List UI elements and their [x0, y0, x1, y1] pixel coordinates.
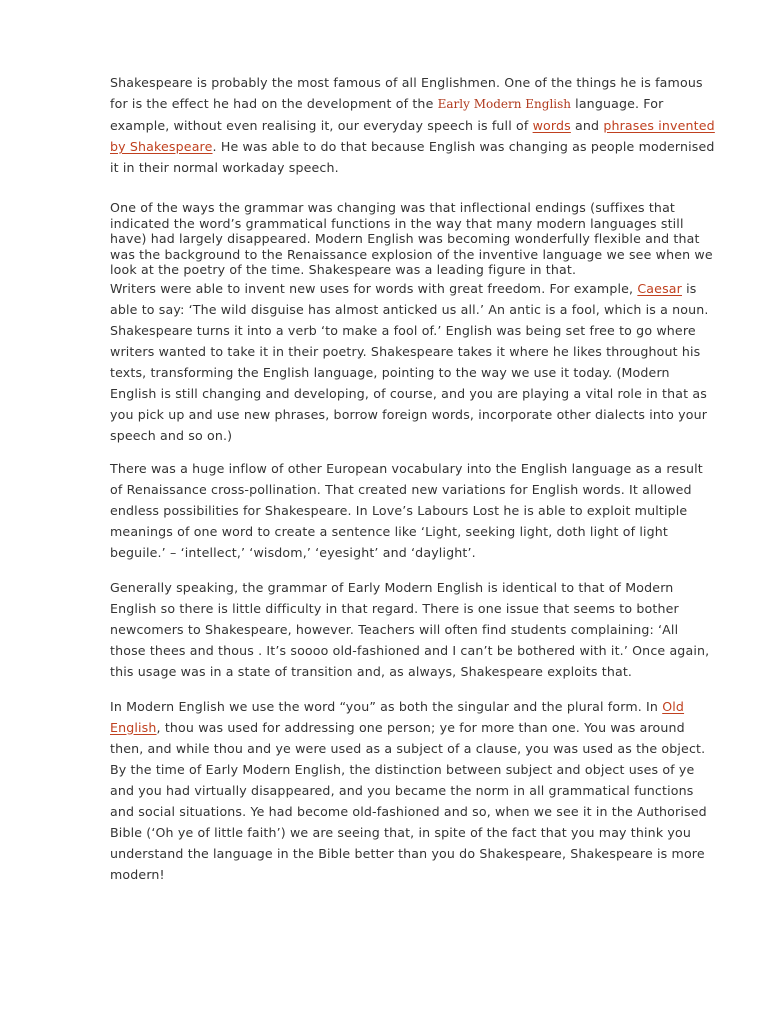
paragraph-text: language. For example, without even realising it, our everyday speech is full of [110, 96, 664, 133]
paragraph-thees-and-thous [110, 577, 715, 682]
paragraph-text: . He was able to do that because English was changing as people modernised it in their normal workaday speech. [110, 139, 715, 175]
term-early-modern-english: Early Modern English [437, 97, 572, 111]
paragraph-intro [110, 72, 715, 178]
paragraph-vocabulary [110, 458, 715, 563]
paragraph-text: In Modern English we use the word “you” as both the singular and the plural form. In [110, 698, 663, 714]
paragraph-text: There was a huge inflow of other European vocabulary into the English language as a result of Renaissance cross-pollination. That created new variations for English words. It allowed endless possibilities for Shakespeare. In Love’s Labours Lost he is able to exploit multiple meanings of one word to create a sentence like ‘Light, seeking light, doth light of light beguile.’ – ‘intellect,’ ‘wisdom,’ ‘eyesight’ and ‘daylight’. [110, 460, 703, 560]
link-words[interactable]: words [532, 118, 571, 133]
paragraph-text: is able to say: ‘The wild disguise has almost anticked us all.’ An antic is a fool, which is a noun. Shakespeare turns it into a verb ‘to make a fool of.’ English was being set free to go where writers wanted to take it in their poetry. Shakespeare takes it where he likes throughout his texts, transforming the English language, pointing to the way we use it today. (Modern English is still changing and developing, of course, and you are playing a vital role in that as you pick up and use new phrases, borrow foreign words, incorporate other dialects into your speech and so on.) [110, 280, 709, 443]
document-body [110, 72, 715, 885]
paragraph-text-compact: One of the ways the grammar was changing was that inflectional endings (suffixes that indicated the word’s grammatical functions in the way that many modern languages still have) had largely disappeared. Modern English was becoming wonderfully flexible and that was the background to the Renaissance explosion of the inventive language we see when we look at the poetry of the time. Shakespeare was a leading figure in that. [110, 200, 713, 277]
paragraph-grammar [110, 200, 715, 446]
link-phrases-invented-by-shakespeare[interactable]: phrases invented by Shakespeare [110, 118, 715, 154]
paragraph-text: and [570, 118, 604, 133]
paragraph-text: Writers were able to invent new uses for words with great freedom. For example, [110, 280, 638, 296]
paragraph-text: , thou was used for addressing one person; ye for more than one. You was around then, and while thou and ye were used as a subject of a clause, you was used as the object. By the time of Early Modern English, the distinction between subject and object uses of ye and you had virtually disappeared, and you became the norm in all grammatical functions and social situations. Ye had become old-fashioned and so, when we see it in the Authorised Bible (‘Oh ye of little faith’) we are seeing that, in spite of the fact that you may think you understand the language in the Bible better than you do Shakespeare, Shakespeare is more modern! [110, 719, 707, 882]
link-caesar[interactable]: Caesar [637, 280, 682, 296]
link-old-english[interactable]: Old English [110, 698, 685, 735]
paragraph-text: Generally speaking, the grammar of Early Modern English is identical to that of Modern English so there is little difficulty in that regard. There is one issue that seems to bother newcomers to Shakespeare, however. Teachers will often find students complaining: ‘All those thees and thous . It’s soooo old-fashioned and I can’t be bothered with it.’ Once again, this usage was in a state of transition and, as always, Shakespeare exploits that. [110, 579, 710, 679]
paragraph-text: Shakespeare is probably the most famous of all Englishmen. One of the things he is famous for is the effect he had on the development of the [110, 75, 703, 111]
paragraph-you-and-ye [110, 696, 715, 885]
